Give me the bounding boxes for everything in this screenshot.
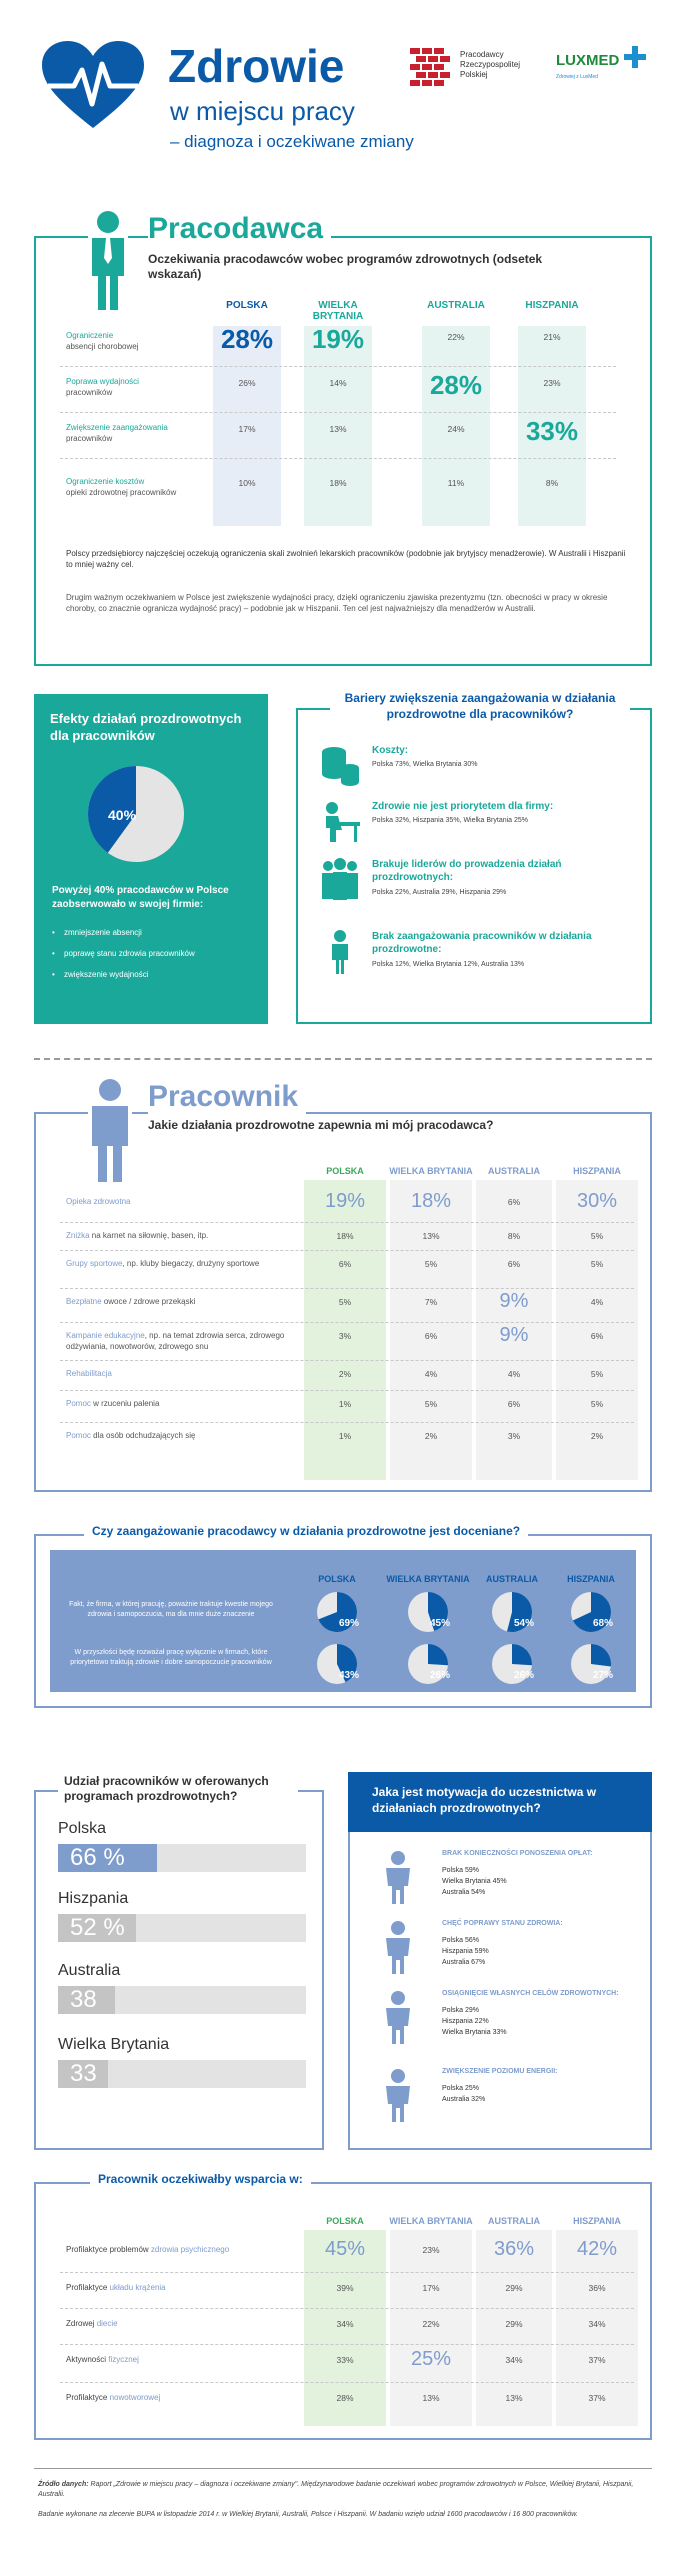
employee-col-uk: WIELKA BRYTANIA — [389, 1166, 473, 1176]
employee-cell: 6% — [590, 1331, 604, 1341]
support-row-pre: Zdrowej — [66, 2319, 97, 2328]
employer-cell: 13% — [329, 424, 347, 434]
appreciation-pie-label: 26% — [514, 1670, 535, 1681]
effects-text: Powyżej 40% pracodawców w Polsce zaobserwowało w swojej firmie: — [52, 885, 229, 910]
employer-title: Pracodawca — [148, 212, 331, 246]
employee-row-highlight: Bezpłatne — [66, 1297, 102, 1306]
employer-cell: 17% — [238, 424, 256, 434]
participation-country: Wielka Brytania — [58, 2036, 170, 2053]
effects-item-text: poprawę stanu zdrowia pracowników — [64, 949, 195, 958]
logo-pr-line1: Pracodawcy — [460, 50, 504, 59]
employer-cell: 24% — [447, 424, 465, 434]
support-row-label — [66, 2282, 296, 2293]
employer-cell: 18% — [329, 478, 347, 488]
employee-cell: 3% — [507, 1431, 521, 1441]
barrier-detail: Polska 12%, Wielka Brytania 12%, Australia 13% — [372, 961, 525, 968]
support-cell: 29% — [505, 2319, 523, 2329]
employer-col-pl: POLSKA — [226, 300, 268, 311]
support-row-pre: Profilaktyce problemów — [66, 2245, 151, 2254]
motivation-item-title: BRAK KONIECZNOŚCI PONOSZENIA OPŁAT: — [442, 1850, 593, 1857]
support-cell: 23% — [422, 2245, 440, 2255]
employee-row-rest: na karnet na siłownię, basen, itp. — [89, 1231, 209, 1240]
employer-cell: 26% — [238, 378, 256, 388]
employer-note-2: Drugim ważnym oczekiwaniem w Polsce jest zwiększenie wydajności pracy, dzięki ograniczeniu zjawiska prezentyzmu (tzn. obecności w pracy w okresie choroby, co znacznie ogranicza wydajność pracy) – podobnie jak w Hiszpanii. Ten cel jest najważniejszy dla menadżerów w Australii. — [66, 593, 608, 613]
bullet-icon: • — [52, 970, 55, 979]
employee-cell: 4% — [424, 1369, 438, 1379]
appreciation-pie-label: 45% — [430, 1618, 451, 1629]
appreciation-row2-text: W przyszłości będę rozważał pracę wyłącznie w firmach, które priorytetowo traktują zdrowie i dobre samopoczucie pracowników — [70, 1649, 272, 1666]
barrier-detail: Polska 73%, Wielka Brytania 30% — [372, 761, 478, 768]
employer-cell: 19% — [311, 324, 365, 354]
employee-cell: 6% — [338, 1259, 352, 1269]
support-row-label — [66, 2318, 296, 2329]
support-col-au: AUSTRALIA — [488, 2216, 540, 2226]
couple-icon — [378, 1920, 422, 1976]
support-cell: 34% — [336, 2319, 354, 2329]
employee-cell: 2% — [424, 1431, 438, 1441]
employee-cell: 9% — [499, 1290, 529, 1312]
motivation-item-title: OSIĄGNIĘCIE WŁASNYCH CELÓW ZDROWOTNYCH: — [442, 1990, 619, 1997]
employee-cell: 6% — [507, 1399, 521, 1409]
logo-pr-line2: Rzeczypospolitej — [460, 60, 521, 69]
employee-cell: 19% — [324, 1190, 366, 1212]
support-row-label — [66, 2244, 296, 2255]
employee-cell: 3% — [338, 1331, 352, 1341]
employer-row-rest: pracowników — [66, 434, 113, 443]
employer-cell: 33% — [525, 416, 579, 446]
motivation-item-line: Hiszpania 22% — [442, 2018, 489, 2025]
motivation-item-line: Polska 29% — [442, 2007, 479, 2014]
employee-col-es: HISZPANIA — [573, 1166, 621, 1176]
motivation-item-line: Australia 67% — [442, 1959, 486, 1966]
employee-row-highlight: Opieka zdrowotna — [66, 1197, 131, 1206]
employee-cell: 8% — [507, 1231, 521, 1241]
employee-row-highlight: Grupy sportowe — [66, 1259, 123, 1268]
luxmed-wordmark: LUXMED — [556, 52, 620, 69]
employee-cell: 5% — [590, 1399, 604, 1409]
motivation-title: Jaka jest motywacja do uczestnictwa w działaniach prozdrowotnych? — [372, 1785, 597, 1815]
appreciation-pie-label: 69% — [339, 1618, 360, 1629]
support-cell: 36% — [588, 2283, 606, 2293]
employer-cell: 14% — [329, 378, 347, 388]
employer-note-1: Polscy przedsiębiorcy najczęściej oczekują ograniczenia skali zwolnień lekarskich pracowników (podobnie jak brytyjscy menadżerowie). W Australii i Hiszpanii to mniej ważny cel. — [66, 549, 626, 569]
support-cell: 33% — [336, 2355, 354, 2365]
motivation-item-line: Wielka Brytania 33% — [442, 2029, 507, 2036]
support-row-highlight: nowotworowej — [109, 2393, 161, 2402]
participation-bar-fill: 52 % — [58, 1914, 136, 1942]
effects-item-text: zmniejszenie absencji — [64, 928, 142, 937]
footer-source-text: Raport „Zdrowie w miejscu pracy – diagnoza i oczekiwane zmiany". Międzynarodowe badanie oczekiwań wobec programów zdrowotnych w Polsce, Wielkiej Brytanii, Hiszpanii, Australii. — [38, 2481, 634, 2498]
employer-cell: 28% — [220, 324, 274, 354]
page-subtitle: w miejscu pracy — [170, 96, 355, 126]
support-cell: 37% — [588, 2355, 606, 2365]
appreciation-pie-label: 43% — [339, 1670, 360, 1681]
logo-pr-line3: Polskiej — [460, 70, 488, 79]
employee-cell: 5% — [424, 1399, 438, 1409]
employee-col-au: AUSTRALIA — [488, 1166, 540, 1176]
motivation-item-line: Polska 25% — [442, 2085, 479, 2092]
support-cell: 13% — [505, 2393, 523, 2403]
employer-row-rest: pracowników — [66, 388, 113, 397]
support-title: Pracownik oczekiwałby wsparcia w: — [90, 2172, 311, 2186]
barrier-title: Koszty: — [372, 745, 409, 756]
support-row-highlight: fizycznej — [108, 2355, 139, 2364]
participation-country: Australia — [58, 1962, 121, 1979]
participation-bar-track — [58, 1986, 306, 2041]
support-cell: 22% — [422, 2319, 440, 2329]
wallet-person-icon — [378, 1850, 422, 1906]
appreciation-pie-slice — [428, 1644, 448, 1665]
appreciation-pie-label: 27% — [593, 1670, 614, 1681]
employer-row-highlight: Zwiększenie zaangażowania — [66, 423, 168, 432]
participation-bar-track — [58, 1914, 306, 1942]
employer-row-rest: opieki zdrowotnej pracowników — [66, 488, 177, 497]
support-cell: 28% — [336, 2393, 354, 2403]
employee-cell: 6% — [507, 1197, 521, 1207]
support-cell: 45% — [324, 2238, 366, 2260]
participation-bar-fill: 66 % — [58, 1844, 157, 1872]
employer-col-es: HISZPANIA — [525, 300, 579, 311]
employer-cell: 11% — [447, 478, 465, 488]
participation-country: Polska — [58, 1820, 107, 1837]
motivation-item-line: Polska 56% — [442, 1937, 479, 1944]
employee-col-pl: POLSKA — [326, 1166, 364, 1176]
barrier-title: Zdrowie nie jest priorytetem dla firmy: — [372, 801, 554, 812]
motivation-item-title: ZWIĘKSZENIE POZIOMU ENERGII: — [442, 2068, 558, 2075]
employee-cell: 18% — [410, 1190, 452, 1212]
appreciation-pie-label: 68% — [593, 1618, 614, 1629]
participation-bar-track — [58, 2060, 306, 2115]
employee-row-rest: owoce / zdrowe przekąski — [101, 1297, 196, 1306]
support-row-pre: Profilaktyce — [66, 2283, 110, 2292]
barrier-detail: Polska 32%, Hiszpania 35%, Wielka Brytania 25% — [372, 817, 529, 824]
employee-question: Jakie działania prozdrowotne zapewnia mi mój pracodawca? — [148, 1118, 499, 1132]
support-row-highlight: zdrowia psychicznego — [150, 2245, 230, 2254]
support-cell: 42% — [576, 2238, 618, 2260]
footer-source — [38, 2480, 648, 2500]
employer-cell: 10% — [238, 478, 256, 488]
employer-col-uk: WIELKA BRYTANIA — [312, 300, 364, 322]
bullet-icon: • — [52, 928, 55, 937]
employer-cell: 28% — [429, 370, 483, 400]
participation-bar-track — [58, 1844, 306, 1872]
employer-question: Oczekiwania pracodawców wobec programów zdrowotnych (odsetek wskazań) — [148, 252, 543, 281]
appreciation-col-uk: WIELKA BRYTANIA — [386, 1574, 470, 1584]
employer-row-highlight: Poprawa wydajności — [66, 377, 139, 386]
appreciation-row1-text: Fakt, że firma, w której pracuję, poważnie traktuje kwestie mojego zdrowia i samopoczucia, ma dla mnie duże znaczenie — [69, 1601, 273, 1618]
page-tagline: – diagnoza i oczekiwane zmiany — [170, 132, 414, 151]
appreciation-pie-label: 26% — [430, 1670, 451, 1681]
effects-item-text: zwiększenie wydajności — [64, 970, 149, 979]
support-cell: 36% — [493, 2238, 535, 2260]
employee-cell: 5% — [424, 1259, 438, 1269]
motivation-item-line: Hiszpania 59% — [442, 1948, 489, 1955]
support-cell: 34% — [505, 2355, 523, 2365]
support-cell: 13% — [422, 2393, 440, 2403]
employer-cell: 8% — [545, 478, 559, 488]
employee-cell: 4% — [590, 1297, 604, 1307]
appreciation-col-es: HISZPANIA — [567, 1574, 615, 1584]
participation-country: Hiszpania — [58, 1890, 129, 1907]
luxmed-tagline: Zdrowiej z LuxMed — [556, 74, 598, 80]
support-cell: 37% — [588, 2393, 606, 2403]
heart-person-icon — [378, 1990, 422, 2046]
support-cell: 25% — [410, 2348, 452, 2370]
employer-row-highlight: Ograniczenie — [66, 331, 114, 340]
employee-cell: 2% — [590, 1431, 604, 1441]
motivation-item-line: Australia 32% — [442, 2096, 486, 2103]
employee-row-highlight: Rehabilitacja — [66, 1369, 112, 1378]
employee-cell: 2% — [338, 1369, 352, 1379]
appreciation-pie-label: 54% — [514, 1618, 535, 1629]
employer-row-highlight: Ograniczenie kosztów — [66, 477, 145, 486]
employee-cell: 6% — [507, 1259, 521, 1269]
employee-row-rest: , np. kluby biegaczy, drużyny sportowe — [122, 1259, 260, 1268]
employee-cell: 5% — [590, 1259, 604, 1269]
motivation-item-line: Australia 54% — [442, 1889, 486, 1896]
employee-row-highlight: Pomoc — [66, 1431, 91, 1440]
support-row-label — [66, 2392, 296, 2403]
employee-row-rest: , np. na temat zdrowia serca, zdrowego odżywiania, nowotworów, zdrowego snu — [66, 1331, 285, 1351]
bullet-icon: • — [52, 949, 55, 958]
appreciation-pie-slice — [591, 1644, 611, 1667]
employer-cell: 21% — [543, 332, 561, 342]
motivation-item-line: Wielka Brytania 45% — [442, 1878, 507, 1885]
appreciation-title: Czy zaangażowanie pracodawcy w działania prozdrowotne jest doceniane? — [84, 1524, 528, 1538]
appreciation-pie-slice — [512, 1644, 532, 1665]
support-row-highlight: układu krążenia — [109, 2283, 166, 2292]
employee-cell: 5% — [590, 1231, 604, 1241]
barrier-title: Brakuje liderów do prowadzenia działań prozdrowotnych: — [372, 859, 562, 883]
support-row-label — [66, 2354, 296, 2365]
employee-cell: 18% — [336, 1231, 354, 1241]
barriers-title: Bariery zwiększenia zaangażowania w działania prozdrowotne dla pracowników? — [330, 690, 630, 722]
participation-bar-fill: 33 % — [58, 2060, 108, 2088]
support-row-pre: Aktywności — [66, 2355, 109, 2364]
employee-row-highlight: Kampanie edukacyjne — [66, 1331, 145, 1340]
barrier-title: Brak zaangażowania pracowników w działania prozdrowotne: — [372, 931, 592, 955]
participation-title: Udział pracowników w oferowanych programach prozdrowotnych? — [58, 1774, 298, 1804]
employee-cell: 5% — [590, 1369, 604, 1379]
employer-row-rest: absencji chorobowej — [66, 342, 139, 351]
appreciation-col-pl: POLSKA — [318, 1574, 356, 1584]
employee-cell: 7% — [424, 1297, 438, 1307]
support-cell: 34% — [588, 2319, 606, 2329]
appreciation-col-au: AUSTRALIA — [486, 1574, 538, 1584]
employee-row-highlight: Pomoc — [66, 1399, 91, 1408]
employer-cell: 22% — [447, 332, 465, 342]
employee-row-highlight: Zniżka — [66, 1231, 90, 1240]
employee-cell: 9% — [499, 1324, 529, 1346]
support-cell: 39% — [336, 2283, 354, 2293]
motivation-item-title: CHĘĆ POPRAWY STANU ZDROWIA: — [442, 1920, 563, 1927]
motivation-item-line: Polska 59% — [442, 1867, 479, 1874]
employee-cell: 5% — [338, 1297, 352, 1307]
employee-cell: 6% — [424, 1331, 438, 1341]
stretch-person-icon — [378, 2068, 422, 2124]
support-cell: 29% — [505, 2283, 523, 2293]
employee-cell: 4% — [507, 1369, 521, 1379]
support-col-uk: WIELKA BRYTANIA — [389, 2216, 473, 2226]
participation-bar-fill: 38 % — [58, 1986, 115, 2014]
employee-cell: 30% — [576, 1190, 618, 1212]
effects-pie-label: 40% — [108, 807, 137, 823]
support-col-es: HISZPANIA — [573, 2216, 621, 2226]
employee-row-rest: w rzuceniu palenia — [90, 1399, 160, 1408]
employee-cell: 13% — [422, 1231, 440, 1241]
support-row-pre: Profilaktyce — [66, 2393, 110, 2402]
employee-cell: 1% — [338, 1431, 352, 1441]
footer-source-label: Źródło danych: — [38, 2481, 89, 2488]
page-title: Zdrowie — [168, 40, 345, 92]
support-row-highlight: diecie — [96, 2319, 118, 2328]
footer-method: Badanie wykonane na zlecenie BUPA w listopadzie 2014 r. w Wielkiej Brytanii, Australii, Polsce i Hiszpanii. W badaniu wzięło udział 1600 pracodawców i 16 800 pracowników. — [38, 2511, 578, 2518]
employee-row-rest: dla osób odchudzających się — [90, 1431, 196, 1440]
employer-col-au: AUSTRALIA — [427, 300, 485, 311]
barrier-detail: Polska 22%, Australia 29%, Hiszpania 29% — [372, 889, 507, 896]
employer-cell: 23% — [543, 378, 561, 388]
support-cell: 17% — [422, 2283, 440, 2293]
employee-cell: 1% — [338, 1399, 352, 1409]
support-col-pl: POLSKA — [326, 2216, 364, 2226]
employee-title: Pracownik — [148, 1080, 306, 1114]
effects-title: Efekty działań prozdrowotnych dla pracowników — [50, 711, 242, 743]
